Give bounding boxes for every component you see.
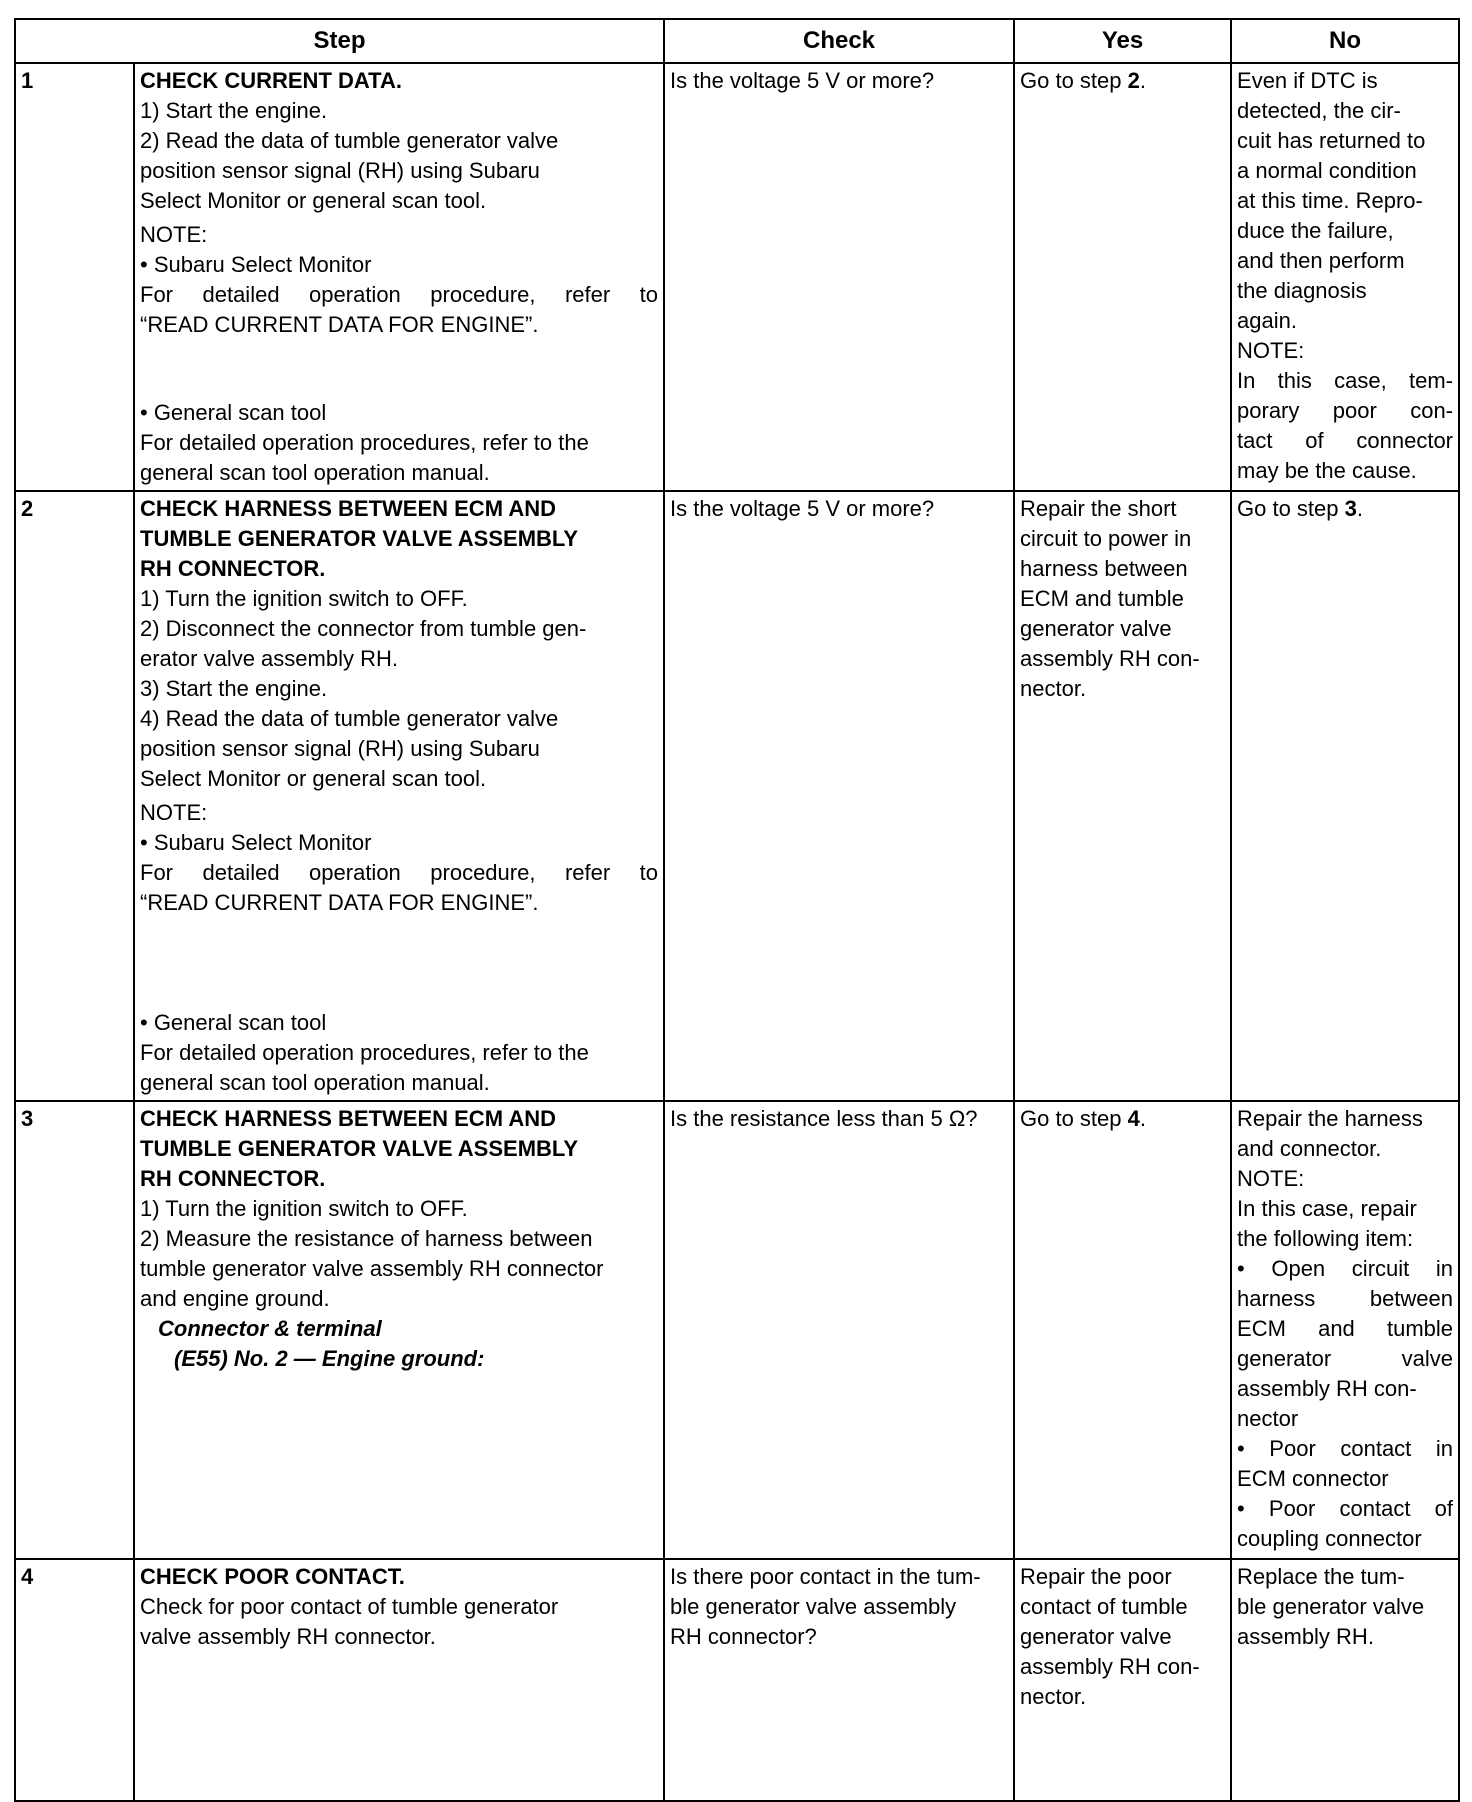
note-detail: general scan tool operation manual.	[140, 460, 490, 485]
check-cell: Is the voltage 5 V or more?	[664, 491, 1014, 1101]
step-instructions	[134, 491, 664, 1101]
step-line: 2) Read the data of tumble generator valve	[140, 128, 559, 153]
note-bullet: • Subaru Select Monitor	[140, 252, 372, 277]
step-line: 1) Turn the ignition switch to OFF.	[140, 1196, 468, 1221]
step-line: 2) Disconnect the connector from tumble gen-	[140, 616, 587, 641]
note-detail: For detailed operation procedures, refer to the	[140, 1040, 589, 1065]
note-label: NOTE:	[1237, 1166, 1305, 1191]
table-row	[15, 491, 1459, 1101]
step-ref: 2	[1127, 68, 1140, 93]
check-cell: Is the resistance less than 5 Ω?	[664, 1101, 1014, 1559]
note-detail: For detailed operation procedures, refer to the	[140, 430, 589, 455]
step-title: RH CONNECTOR.	[140, 556, 326, 581]
step-instructions	[134, 63, 664, 491]
step-line: 1) Start the engine.	[140, 98, 328, 123]
step-number: 1	[15, 63, 134, 491]
step-line: Select Monitor or general scan tool.	[140, 766, 487, 791]
diagnostic-table	[14, 18, 1460, 1802]
table-header-row	[15, 19, 1459, 63]
header-yes: Yes	[1014, 19, 1231, 63]
note-bullet: • General scan tool	[140, 1010, 327, 1035]
step-line: erator valve assembly RH.	[140, 646, 398, 671]
note-detail: “READ CURRENT DATA FOR ENGINE”.	[140, 312, 539, 337]
step-title: TUMBLE GENERATOR VALVE ASSEMBLY	[140, 1136, 579, 1161]
step-instructions	[134, 1559, 664, 1801]
no-cell: Even if DTC is detected, the cir- cuit has returned to a normal condition at this time. Repro- duce the failure, and then perform the diagnosis again. NOTE: In this case, tem- porary poor con- tact of connector may be the cause.	[1231, 63, 1459, 491]
step-line: position sensor signal (RH) using Subaru	[140, 736, 540, 761]
yes-cell: Go to step 2.	[1014, 63, 1231, 491]
spec-value: (E55) No. 2 — Engine ground:	[174, 1346, 485, 1371]
note-detail: general scan tool operation manual.	[140, 1070, 490, 1095]
table-row	[15, 1559, 1459, 1801]
step-line: Check for poor contact of tumble generator	[140, 1594, 559, 1619]
step-number: 4	[15, 1559, 134, 1801]
step-line: position sensor signal (RH) using Subaru	[140, 158, 540, 183]
step-number: 2	[15, 491, 134, 1101]
step-line: 2) Measure the resistance of harness between	[140, 1226, 593, 1251]
step-line: tumble generator valve assembly RH connector	[140, 1256, 604, 1281]
header-step: Step	[15, 19, 664, 63]
step-line: 3) Start the engine.	[140, 676, 328, 701]
step-number: 3	[15, 1101, 134, 1559]
note-detail: “READ CURRENT DATA FOR ENGINE”.	[140, 890, 539, 915]
yes-cell: Go to step 4.	[1014, 1101, 1231, 1559]
note-bullet: • General scan tool	[140, 400, 327, 425]
table-row	[15, 1101, 1459, 1559]
yes-cell: Repair the short circuit to power in harness between ECM and tumble generator valve assembly RH con- nector.	[1014, 491, 1231, 1101]
note-detail: For detailed operation procedure, refer to	[140, 282, 659, 307]
no-cell: Repair the harness and connector. NOTE: In this case, repair the following item: • Open circuit in harness between ECM and tumble generator valve assembly RH con- nector • Poor contact in ECM connector • Poor contact of coupling connector	[1231, 1101, 1459, 1559]
check-cell: Is there poor contact in the tum- ble generator valve assembly RH connector?	[664, 1559, 1014, 1801]
note-detail: For detailed operation procedure, refer to	[140, 860, 659, 885]
header-no: No	[1231, 19, 1459, 63]
step-ref: 4	[1127, 1106, 1140, 1131]
check-cell: Is the voltage 5 V or more?	[664, 63, 1014, 491]
note-label: NOTE:	[140, 222, 208, 247]
note-label: NOTE:	[140, 800, 208, 825]
step-title: TUMBLE GENERATOR VALVE ASSEMBLY	[140, 526, 579, 551]
diagnostic-procedure-page	[14, 18, 1458, 1802]
table-row	[15, 63, 1459, 491]
step-instructions	[134, 1101, 664, 1559]
header-check: Check	[664, 19, 1014, 63]
step-title: CHECK HARNESS BETWEEN ECM AND	[140, 496, 556, 521]
step-title: RH CONNECTOR.	[140, 1166, 326, 1191]
note-bullet: • Subaru Select Monitor	[140, 830, 372, 855]
step-title: CHECK POOR CONTACT.	[140, 1564, 405, 1589]
step-line: and engine ground.	[140, 1286, 330, 1311]
step-title: CHECK HARNESS BETWEEN ECM AND	[140, 1106, 556, 1131]
note-label: NOTE:	[1237, 338, 1305, 363]
no-cell: Go to step 3.	[1231, 491, 1459, 1101]
yes-cell: Repair the poor contact of tumble generator valve assembly RH con- nector.	[1014, 1559, 1231, 1801]
spec-label: Connector & terminal	[158, 1316, 382, 1341]
step-ref: 3	[1344, 496, 1357, 521]
step-line: 4) Read the data of tumble generator valve	[140, 706, 559, 731]
step-line: valve assembly RH connector.	[140, 1624, 436, 1649]
no-cell: Replace the tum- ble generator valve assembly RH.	[1231, 1559, 1459, 1801]
step-title: CHECK CURRENT DATA.	[140, 68, 402, 93]
step-line: 1) Turn the ignition switch to OFF.	[140, 586, 468, 611]
step-line: Select Monitor or general scan tool.	[140, 188, 487, 213]
